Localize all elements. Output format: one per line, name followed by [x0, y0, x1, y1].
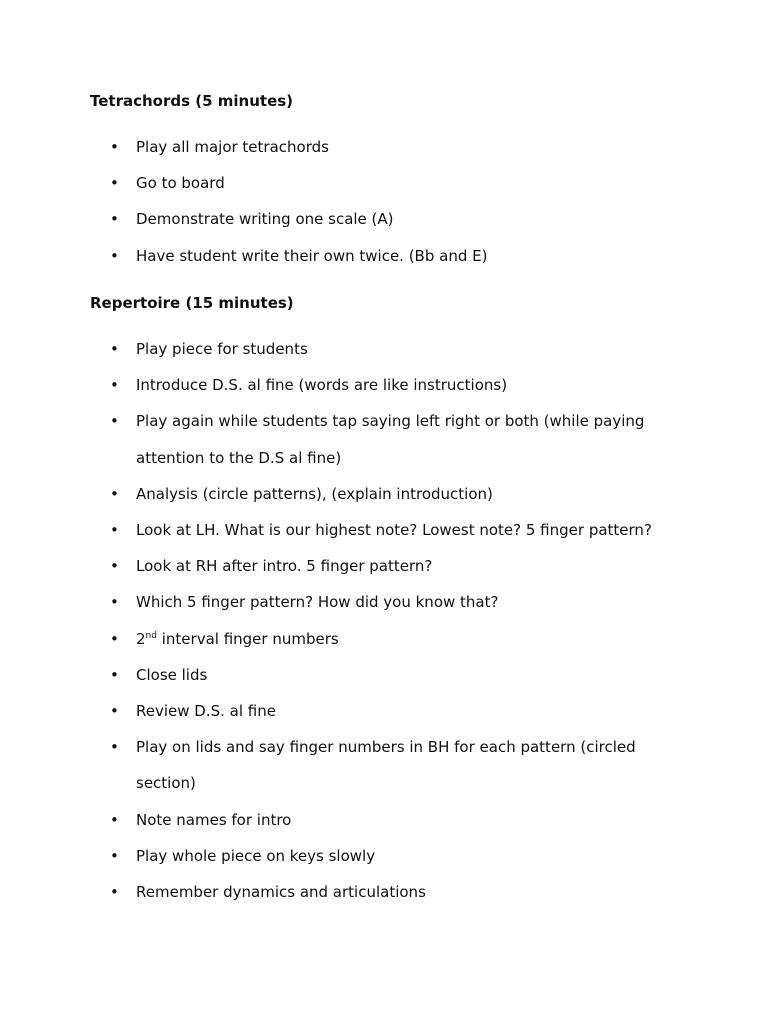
list-item — [0, 584, 768, 620]
list-item-text: Introduce D.S. al fine (words are like instructions) — [136, 376, 508, 395]
section-heading-repertoire: Repertoire (15 minutes) — [90, 294, 294, 312]
section-heading-tetrachords: Tetrachords (5 minutes) — [90, 92, 294, 110]
list-item — [0, 729, 768, 801]
list-item-text: Remember dynamics and articulations — [136, 883, 426, 902]
list-item — [0, 367, 768, 403]
repertoire-list — [0, 331, 768, 910]
bullet-icon: • — [110, 246, 119, 265]
list-item — [0, 548, 768, 584]
bullet-icon: • — [110, 521, 119, 540]
bullet-icon: • — [110, 174, 119, 193]
list-item — [0, 693, 768, 729]
bullet-icon: • — [110, 593, 119, 612]
list-item-text: Play again while students tap saying left right or both (while paying attention to the D.S al fine) — [136, 412, 645, 467]
list-item-text: Analysis (circle patterns), (explain introduction) — [136, 484, 493, 503]
list-item-text: interval finger numbers — [156, 629, 339, 648]
list-item — [0, 201, 768, 237]
list-item-text: Play whole piece on keys slowly — [136, 846, 376, 865]
list-item-text: Play all major tetrachords — [136, 138, 329, 156]
list-item-text: Which 5 finger pattern? How did you know that? — [136, 593, 499, 612]
list-item-text: Close lids — [136, 665, 208, 684]
list-item-text: Play on lids and say finger numbers in BH for each pattern (circled section) — [136, 738, 636, 793]
list-item — [0, 802, 768, 838]
bullet-icon: • — [110, 846, 119, 865]
list-item — [0, 331, 768, 367]
list-item-text: Note names for intro — [136, 810, 292, 829]
bullet-icon: • — [110, 340, 119, 358]
list-item-text: Look at LH. What is our highest note? Lowest note? 5 finger pattern? — [136, 521, 652, 540]
bullet-icon: • — [110, 702, 119, 721]
bullet-icon: • — [110, 484, 119, 503]
list-item — [0, 403, 768, 475]
list-item — [0, 874, 768, 910]
list-item — [0, 657, 768, 693]
list-item — [0, 129, 768, 165]
list-item-text: Demonstrate writing one scale (A) — [136, 210, 394, 229]
list-item-text: Play piece for students — [136, 340, 308, 358]
tetrachords-list — [0, 129, 768, 274]
bullet-icon: • — [110, 810, 119, 829]
list-item — [0, 165, 768, 201]
bullet-icon: • — [110, 376, 119, 395]
bullet-icon: • — [110, 665, 119, 684]
ordinal-suffix: nd — [145, 630, 157, 641]
list-item-text: Go to board — [136, 174, 225, 193]
bullet-icon: • — [110, 210, 119, 229]
list-item — [0, 476, 768, 512]
bullet-icon: • — [110, 629, 119, 648]
bullet-icon: • — [110, 412, 119, 431]
bullet-icon: • — [110, 738, 119, 757]
list-item-text: Have student write their own twice. (Bb and E) — [136, 246, 488, 265]
bullet-icon: • — [110, 557, 119, 576]
list-item — [0, 512, 768, 548]
bullet-icon: • — [110, 883, 119, 902]
list-item — [0, 838, 768, 874]
list-item-number: 2 — [136, 629, 146, 648]
list-item — [0, 621, 768, 657]
list-item-text: Look at RH after intro. 5 finger pattern? — [136, 557, 433, 576]
list-item — [0, 238, 768, 274]
list-item-text: Review D.S. al fine — [136, 702, 276, 721]
bullet-icon: • — [110, 138, 119, 156]
